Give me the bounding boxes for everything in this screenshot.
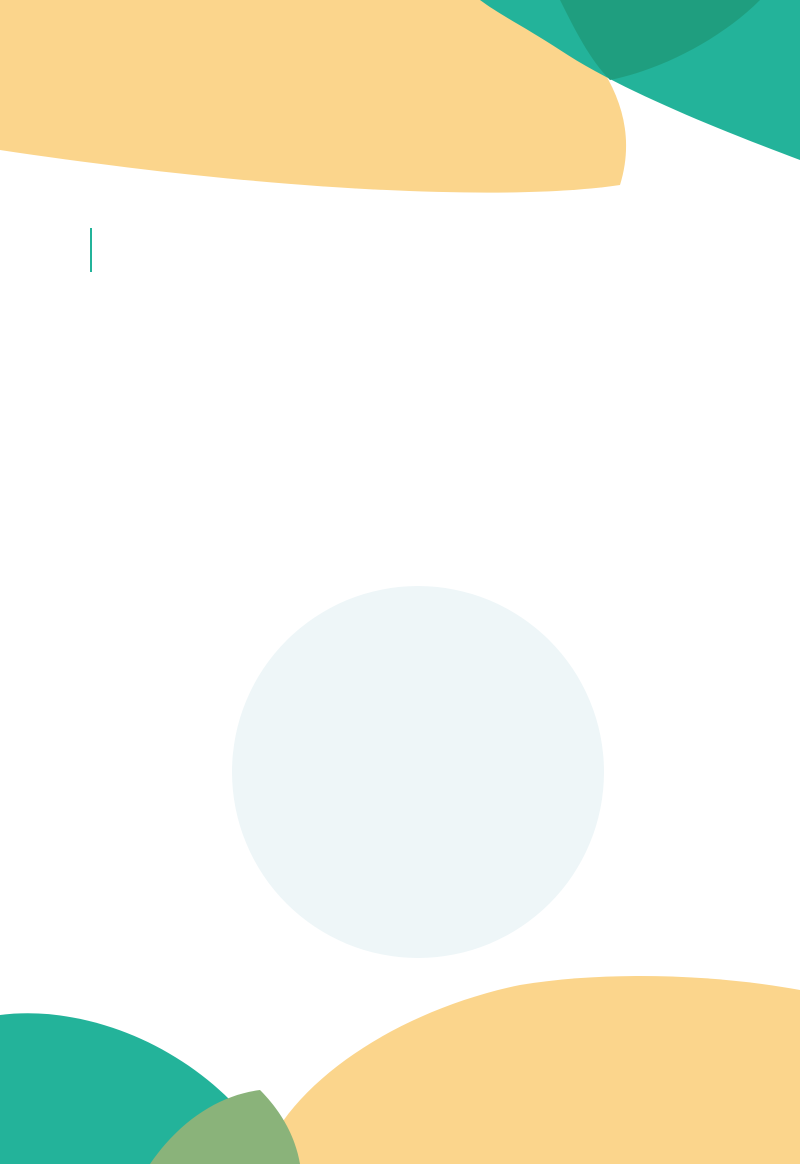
word-cloud-background	[232, 586, 604, 958]
